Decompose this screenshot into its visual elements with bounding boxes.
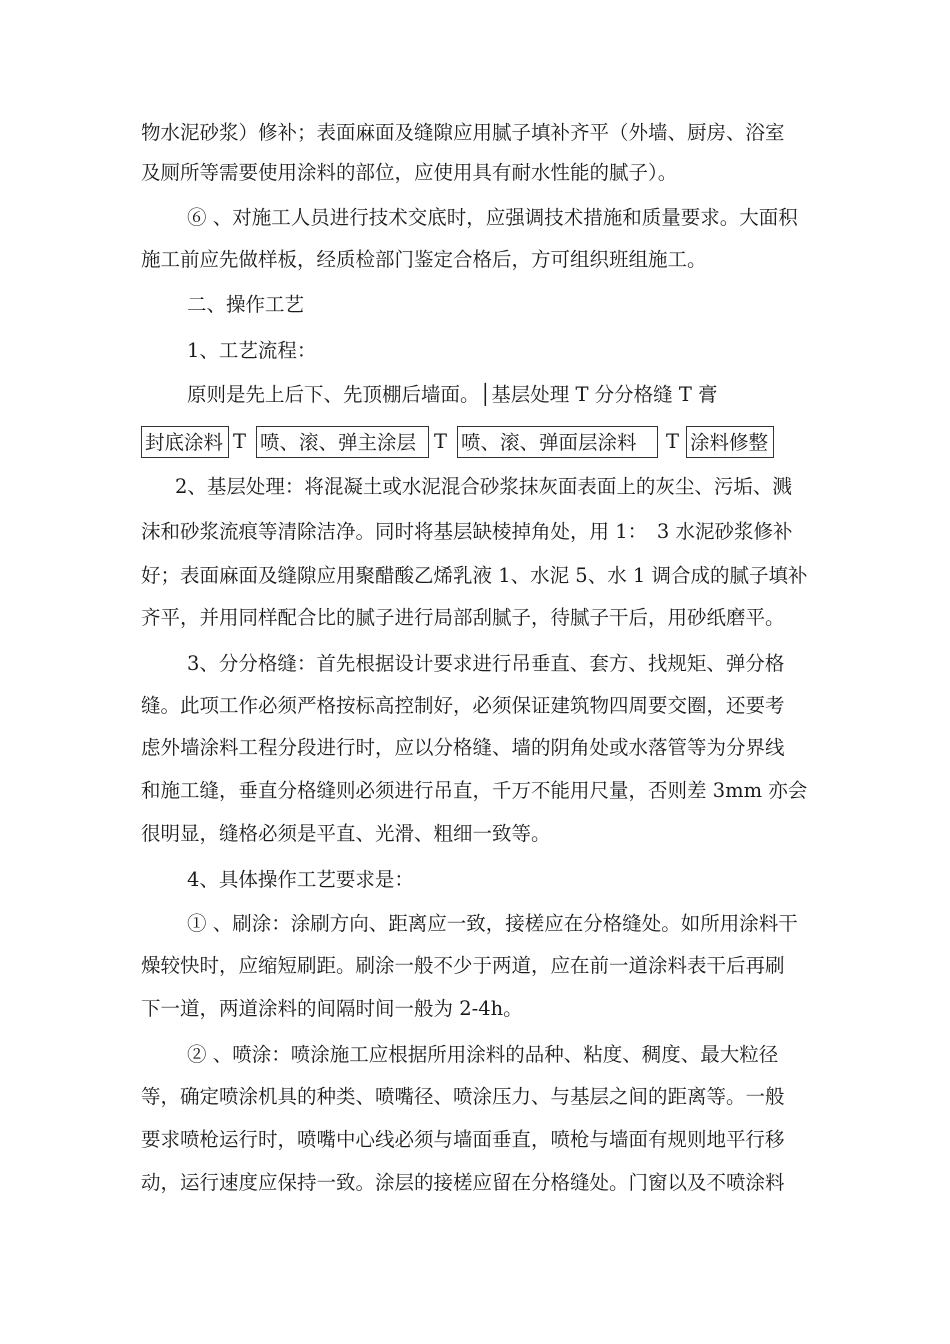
subsection-heading: 1、工艺流程： [187,339,317,362]
text-line: 和施工缝，垂直分格缝则必须进行吊直，千万不能用尺量，否则差 3mm 亦会 [141,779,808,802]
text-line: 要求喷枪运行时，喷嘴中心线必须与墙面垂直，喷枪与墙面有规则地平行移 [141,1128,785,1151]
subsection-heading: 4、具体操作工艺要求是： [187,868,414,891]
flow-arrow: T [666,430,680,453]
text-line: 虑外墙涂料工程分段进行时，应以分格缝、墙的阴角处或水落管等为分界线 [141,736,785,759]
text-line: 原则是先上后下、先顶棚后墙面。│基层处理 T 分分格缝 T 膏 [187,383,718,406]
text-line: 沫和砂浆流痕等清除洁净。同时将基层缺棱掉角处，用 1： 3 水泥砂浆修补 [141,520,793,543]
text-line: 3、分分格缝：首先根据设计要求进行吊垂直、套方、找规矩、弹分格 [187,652,785,675]
text-line: 及厕所等需要使用涂料的部位，应使用具有耐水性能的腻子）。 [141,161,678,184]
text-line: 很明显，缝格必须是平直、光滑、粗细一致等。 [141,822,551,845]
text-line: 燥较快时，应缩短刷距。刷涂一般不少于两道，应在前一道涂料表干后再刷 [141,954,785,977]
process-flow [141,426,781,460]
text-line: 施工前应先做样板，经质检部门鉴定合格后，方可组织班组施工。 [141,248,707,271]
flow-step-seal-coat: 封底涂料 [141,426,229,458]
text-line: 好；表面麻面及缝隙应用聚醋酸乙烯乳液 1、水泥 5、水 1 调合成的腻子填补 [141,564,808,587]
text-line: 缝。此项工作必须严格按标高控制好，必须保证建筑物四周要交圈，还要考 [141,694,785,717]
text-line: 齐平，并用同样配合比的腻子进行局部刮腻子，待腻子干后，用砂纸磨平。 [141,606,785,629]
text-line: ② 、喷涂：喷涂施工应根据所用涂料的品种、粘度、稠度、最大粒径 [187,1043,779,1066]
flow-arrow: T [233,430,247,453]
text-line: ① 、刷涂：涂刷方向、距离应一致，接槎应在分格缝处。如所用涂料干 [187,912,798,935]
flow-step-main-coat: 喷、滚、弹主涂层 [256,426,429,458]
flow-arrow: T [434,430,448,453]
text-line: 下一道，两道涂料的间隔时间一般为 2-4h。 [141,997,523,1020]
text-line: 2、基层处理：将混凝土或水泥混合砂浆抹灰面表面上的灰尘、污垢、溅 [175,475,792,498]
text-line: ⑥ 、对施工人员进行技术交底时，应强调技术措施和质量要求。大面积 [187,206,798,229]
flow-step-top-coat: 喷、滚、弹面层涂料 [457,426,658,458]
flow-step-finishing: 涂料修整 [686,426,774,458]
text-line: 等，确定喷涂机具的种类、喷嘴径、喷涂压力、与基层之间的距离等。一般 [141,1085,785,1108]
text-line: 动，运行速度应保持一致。涂层的接槎应留在分格缝处。门窗以及不喷涂料 [141,1171,785,1194]
section-heading: 二、操作工艺 [187,293,305,316]
text-line: 物水泥砂浆）修补；表面麻面及缝隙应用腻子填补齐平（外墙、厨房、浴室 [141,121,785,144]
